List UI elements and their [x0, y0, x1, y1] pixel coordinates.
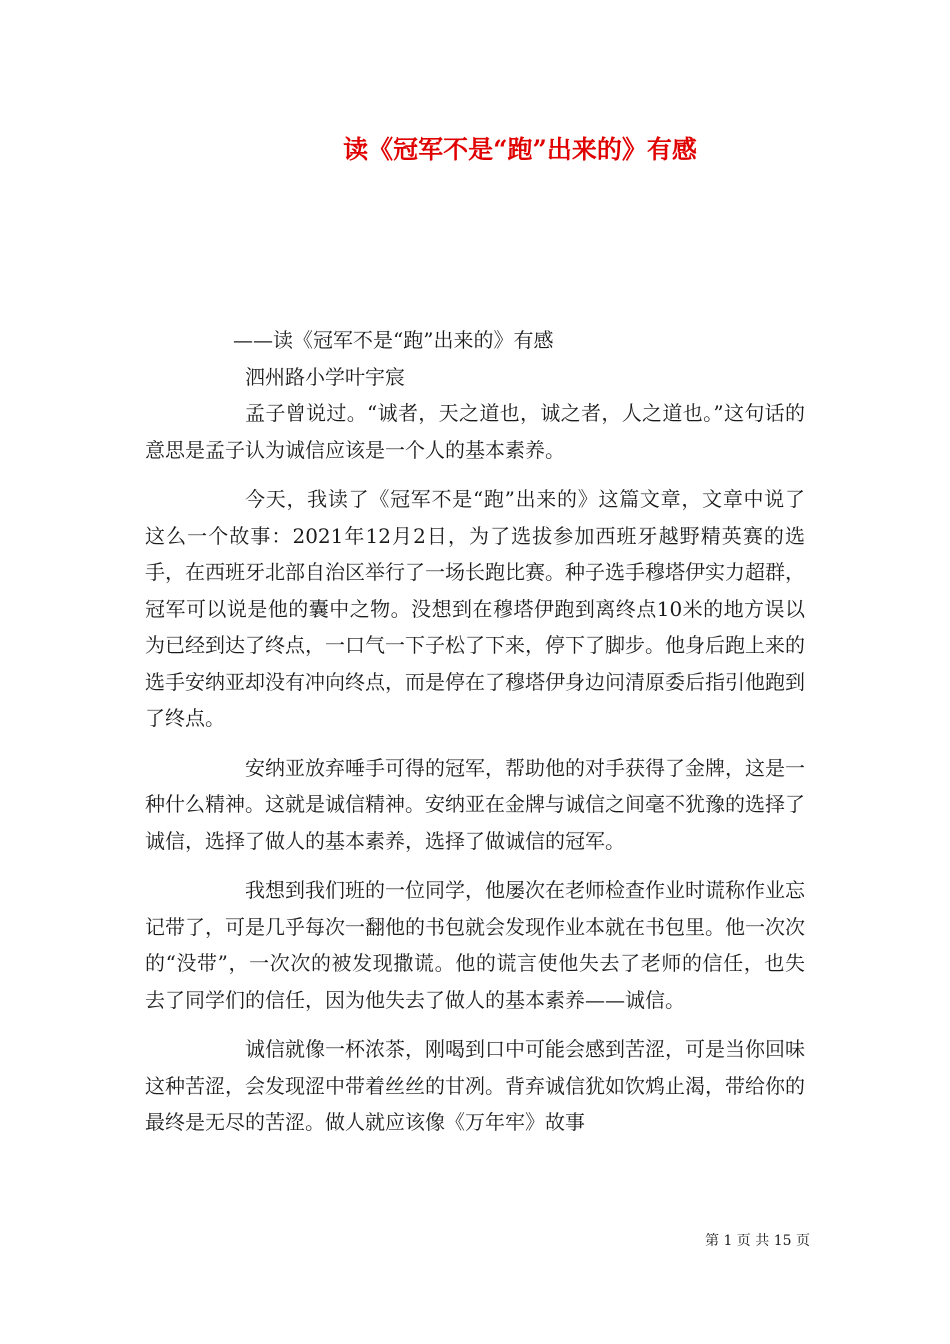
page-footer: 第 1 页 共 15 页 [705, 1233, 810, 1249]
author-line: 泗州路小学叶宇宸 [245, 364, 405, 389]
document-body [145, 322, 805, 1141]
paragraph-1: 孟子曾说过。“诚者，天之道也，诚之者，人之道也。”这句话的意思是孟子认为诚信应该是一个人的基本素养。 [145, 401, 805, 462]
paragraph-5: 诚信就像一杯浓茶，刚喝到口中可能会感到苦涩，可是当你回味这种苦涩，会发现涩中带着丝丝的甘冽。背弃诚信犹如饮鸩止渴，带给你的最终是无尽的苦涩。做人就应该像《万年牢》故事 [145, 1037, 805, 1134]
document-subtitle: ——读《冠军不是“跑”出来的》有感 [233, 328, 554, 352]
document-title: 读《冠军不是“跑”出来的》有感 [343, 135, 697, 164]
paragraph-2: 今天，我读了《冠军不是“跑”出来的》这篇文章，文章中说了这么一个故事：2021年12月2日，为了选拔参加西班牙越野精英赛的选手，在西班牙北部自治区举行了一场长跑比赛。种子选手穆塔伊实力超群，冠军可以说是他的囊中之物。没想到在穆塔伊跑到离终点10米的地方误以为已经到达了终点，一口气一下子松了下来，停下了脚步。他身后跑上来的选手安纳亚却没有冲向终点，而是停在了穆塔伊身边问清原委后指引他跑到了终点。 [145, 487, 805, 730]
paragraph-3: 安纳亚放弃唾手可得的冠军，帮助他的对手获得了金牌，这是一种什么精神。这就是诚信精神。安纳亚在金牌与诚信之间毫不犹豫的选择了诚信，选择了做人的基本素养，选择了做诚信的冠军。 [145, 755, 805, 853]
paragraph-4: 我想到我们班的一位同学，他屡次在老师检查作业时谎称作业忘记带了，可是几乎每次一翻他的书包就会发现作业本就在书包里。他一次次的“没带”，一次次的被发现撒谎。他的谎言使他失去了老师的信任，也失去了同学们的信任，因为他失去了做人的基本素养——诚信。 [145, 878, 805, 1012]
